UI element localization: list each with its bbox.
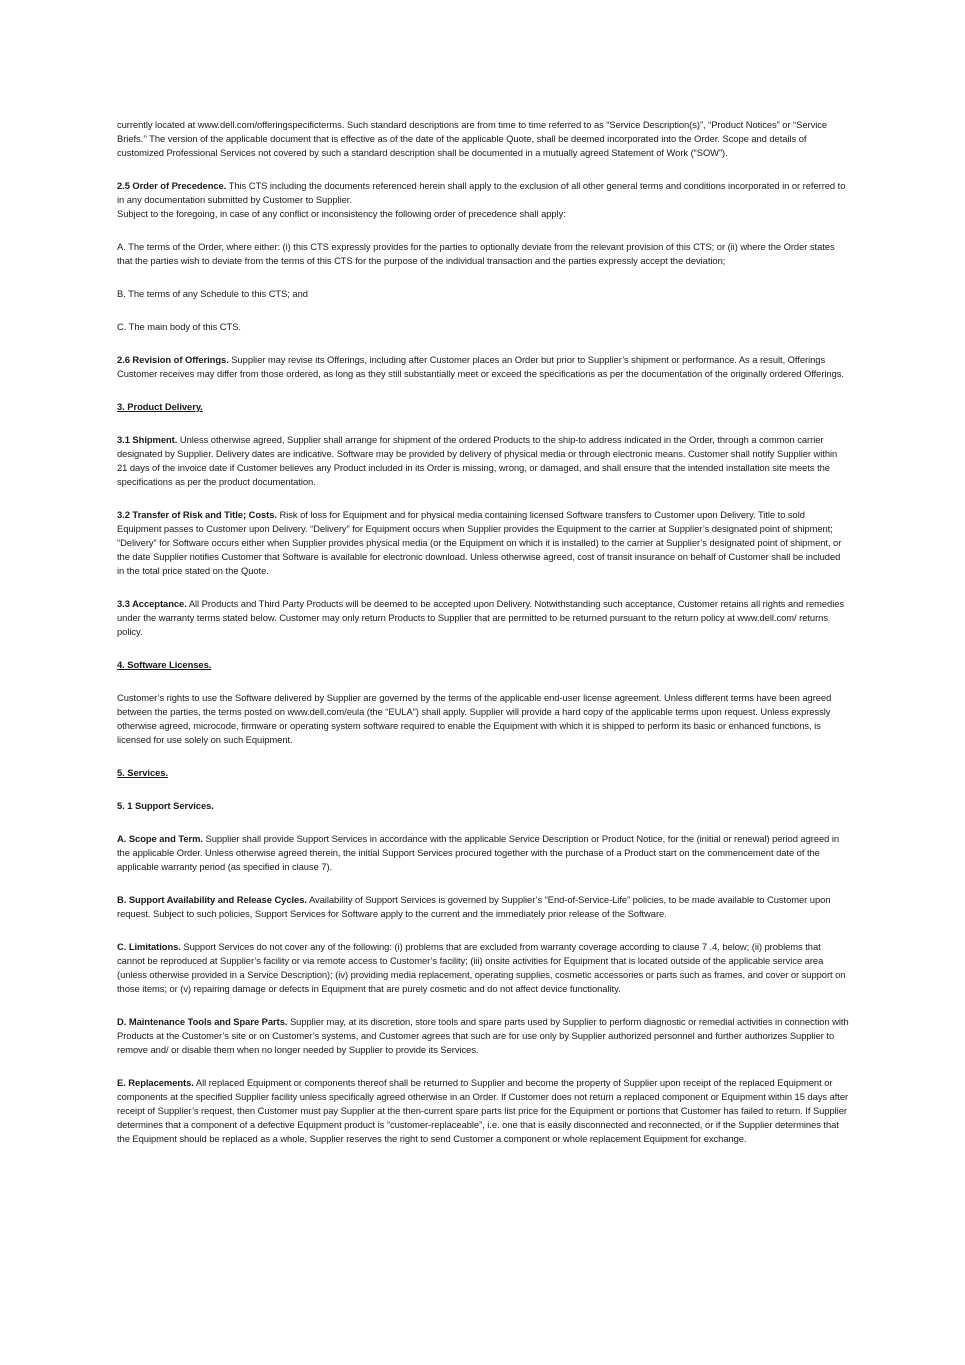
section-4-heading: 4. Software Licenses. [117, 659, 212, 670]
clause-2-5-item-c [117, 320, 849, 334]
document-page [117, 118, 849, 1165]
clause-5-d-maintenance-tools [117, 1015, 849, 1057]
clause-2-5-item-a [117, 240, 849, 268]
clause-2-5-item-b-text: B. The terms of any Schedule to this CTS; and [117, 288, 308, 299]
clause-5-c-text: Support Services do not cover any of the following: (i) problems that are excluded from warranty coverage according to clause 7 .4, below; (ii) problems that cannot be reproduced at Supplier’s facility or via remote access to Customer’s facility; (iii) onsite activities for Equipment that is located outside of the applicable service area (unless otherwise provided in a Service Description); (iv) providing media replacement, operating supplies, cosmetic accessories or parts such as frames, and cover or support on those items; or (v) repairing damage or defects in Equipment that are purely cosmetic and do not affect device functionality. [117, 941, 846, 994]
clause-3-1-title: 3.1 Shipment. [117, 434, 178, 445]
clause-2-5-text-2: Subject to the foregoing, in case of any conflict or inconsistency the following order of precedence shall apply: [117, 208, 566, 219]
clause-2-6-title: 2.6 Revision of Offerings. [117, 354, 229, 365]
clause-5-b-title: B. Support Availability and Release Cycles. [117, 894, 307, 905]
clause-2-5-item-c-text: C. The main body of this CTS. [117, 321, 241, 332]
clause-5-c-title: C. Limitations. [117, 941, 181, 952]
clause-3-2-title: 3.2 Transfer of Risk and Title; Costs. [117, 509, 277, 520]
clause-3-1-shipment [117, 433, 849, 489]
clause-3-1-text: Unless otherwise agreed, Supplier shall arrange for shipment of the ordered Products to the ship-to address indicated in the Order, through a common carrier designated by Supplier. Delivery dates are indicative. Software may be provided by delivery of physical media or through electronic means. Customer shall notify Supplier within 21 days of the invoice date if Customer believes any Product included in its Order is missing, wrong, or damaged, and shall ensure that the intended installation site meets the specifications as per the product documentation. [117, 434, 838, 487]
clause-5-e-text: All replaced Equipment or components thereof shall be returned to Supplier and become the property of Supplier upon receipt of the replaced Equipment or components at the specified Supplier facility unless specifically agreed otherwise in an Order. If Customer does not return a replaced component or Equipment within 15 days after receipt of Supplier’s request, then Customer must pay Supplier at the then-current spare parts list price for the Equipment or portions that Customer has failed to return. If Supplier determines that a component of a defective Equipment product is “customer-replaceable”, i.e. one that is easily disconnected and reconnected, or if the Supplier determines that the Equipment should be replaced as a whole, Supplier reserves the right to send Customer a component or whole replacement Equipment for exchange. [117, 1077, 849, 1144]
clause-3-2-transfer-of-risk [117, 508, 849, 578]
clause-5-c-limitations [117, 940, 849, 996]
clause-2-6-text: Supplier may revise its Offerings, including after Customer places an Order but prior to Supplier’s shipment or performance. As a result, Offerings Customer receives may differ from those ordered, as long as they still substantially meet or exceed the specifications as per the documentation of the originally ordered Offerings. [117, 354, 844, 379]
section-4-text: Customer’s rights to use the Software delivered by Supplier are governed by the terms of the applicable end-user license agreement. Unless different terms have been agreed between the parties, the terms posted on www.dell.com/eula (the “EULA”) shall apply. Supplier will provide a hard copy of the applicable terms upon request. Unless expressly otherwise agreed, microcode, firmware or operating system software required to enable the Equipment with which it is shipped to perform its basic or enhanced functions, is licensed for use solely on such Equipment. [117, 692, 832, 745]
clause-5-a-title: A. Scope and Term. [117, 833, 203, 844]
clause-3-2-text: Risk of loss for Equipment and for physical media containing licensed Software transfers to Customer upon Delivery. Title to sold Equipment passes to Customer upon Delivery. “Delivery” for Equipment occurs when Supplier provides the Equipment to the carrier at Supplier’s designated point of shipment; “Delivery” for Software occurs either when Supplier provides physical media (or the Equipment on which it is installed) to the carrier at Supplier’s designated point of shipment, or the date Supplier notifies Customer that Software is available for electronic download. Unless otherwise agreed, cost of transit insurance on behalf of Customer shall be included in the total price stated on the Quote. [117, 509, 842, 576]
clause-5-b-text: Availability of Support Services is governed by Supplier’s “End-of-Service-Life” policies, to be made available to Customer upon request. Subject to such policies, Support Services for Software apply to the current and the immediately prior release of the Software. [117, 894, 831, 919]
clause-3-3-text: All Products and Third Party Products will be deemed to be accepted upon Delivery. Notwithstanding such acceptance, Customer retains all rights and remedies under the warranty terms stated below. Customer may only return Products to Supplier that are permitted to be returned pursuant to the return policy at www.dell.com/ returns policy. [117, 598, 845, 637]
section-3-heading: 3. Product Delivery. [117, 401, 203, 412]
intro-text: currently located at www.dell.com/offeringspecificterms. Such standard descriptions are from time to time referred to as “Service Description(s)”, “Product Notices” or “Service Briefs.’’ The version of the applicable document that is effective as of the date of the applicable Quote, shall be deemed incorporated into the Order. Scope and details of customized Professional Services not covered by such a standard description shall be documented in a mutually agreed Statement of Work (“SOW”). [117, 119, 828, 158]
clause-2-5-text: This CTS including the documents referenced herein shall apply to the exclusion of all other general terms and conditions incorporated in or referred to in any documentation submitted by Customer to Supplier. [117, 180, 846, 205]
section-5-1-heading: 5. 1 Support Services. [117, 800, 214, 811]
clause-5-e-replacements [117, 1076, 849, 1146]
clause-3-3-title: 3.3 Acceptance. [117, 598, 187, 609]
section-5-heading: 5. Services. [117, 767, 169, 778]
clause-2-6-revision-of-offerings [117, 353, 849, 381]
clause-3-3-acceptance [117, 597, 849, 639]
clause-2-5-item-a-text: A. The terms of the Order, where either: (i) this CTS expressly provides for the parties to optionally deviate from the relevant provision of this CTS; or (ii) where the Order states that the parties wish to deviate from the terms of this CTS for the purpose of the individual transaction and the parties expressly accept the deviation; [117, 241, 835, 266]
clause-5-d-text: Supplier may, at its discretion, store tools and spare parts used by Supplier to perform diagnostic or remedial activities in connection with Products at the Customer’s site or on Customer’s systems, and Customer agrees that such are for use only by Supplier authorized personnel and further authorizes Supplier to remove and/ or disable them when no longer needed by Supplier to provide its Services. [117, 1016, 849, 1055]
clause-5-b-support-availability [117, 893, 849, 921]
clause-5-e-title: E. Replacements. [117, 1077, 194, 1088]
section-4-body [117, 691, 849, 747]
intro-paragraph [117, 118, 849, 160]
clause-5-a-scope-and-term [117, 832, 849, 874]
clause-5-a-text: Supplier shall provide Support Services in accordance with the applicable Service Description or Product Notice, for the (initial or renewal) period agreed in the applicable Order. Unless otherwise agreed therein, the initial Support Services procured together with the purchase of a Product start on the commencement date of the applicable warranty period (as specified in clause 7). [117, 833, 840, 872]
clause-5-d-title: D. Maintenance Tools and Spare Parts. [117, 1016, 288, 1027]
clause-2-5-order-of-precedence [117, 179, 849, 221]
clause-2-5-item-b [117, 287, 849, 301]
clause-2-5-title: 2.5 Order of Precedence. [117, 180, 227, 191]
